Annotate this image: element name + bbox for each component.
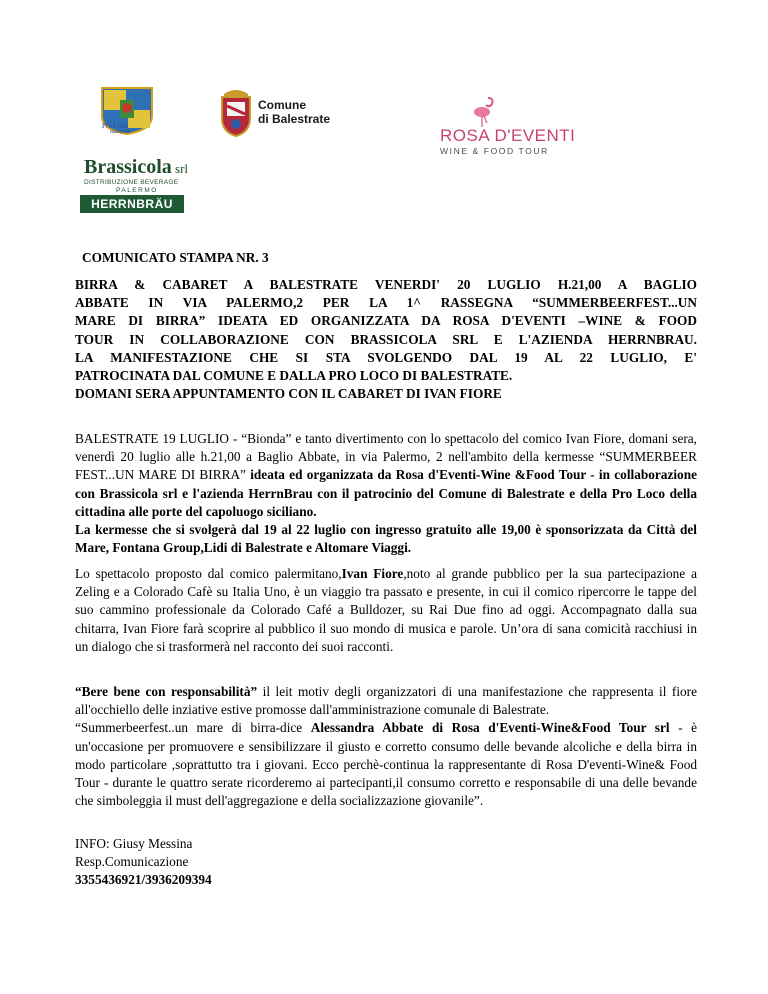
brassicola-logo [80, 152, 192, 214]
comune-logo [218, 86, 348, 138]
comune-line1: Comune [258, 98, 306, 112]
show-text-a: Lo spettacolo proposto dal comico palermitano, [75, 566, 342, 581]
paragraph-show [75, 565, 697, 656]
contact-phone: 3355436921/3936209394 [75, 872, 212, 888]
contact-name: INFO: Giusy Messina [75, 836, 193, 851]
rosa-deventi-logo [430, 96, 610, 156]
brassicola-name [84, 156, 188, 179]
comedian-name: Ivan Fiore [341, 566, 404, 581]
motto-text: il leit motiv degli organizzatori di una manifestazione che rappresenta il fiore all'occhiello delle inziative estive promosse dall'amministrazione comunale di Balestrate. [75, 684, 697, 718]
herrnbrau-logo: HERRNBRÄU [80, 195, 184, 213]
intro-bold-organizers: ideata ed organizzata da Rosa d'Eventi-Wine &Food Tour - in collaborazione con Brassicola srl e l'azienda HerrnBrau con il patrocinio del Comune di Balestrate e della Pro Loco della cittadina alle porte del capoluogo siciliano. [75, 467, 697, 519]
pro-loco-sublabel: Balestrate [110, 130, 130, 135]
comune-line2: di Balestrate [258, 112, 331, 126]
quote-intro: “Summerbeerfest..un mare di birra-dice [75, 720, 311, 736]
rosa-title: ROSA D'EVENTI [440, 126, 576, 145]
show-text-b: ,noto al grande pubblico per la sua partecipazione a Zeling e a Colorado Cafè su Italia Uno, è un viaggio tra passato e presente, in cui il comico ripercorre le tappe del suo cammino professionale da Colorado Café a Bulldozer, su Rai Due fino ad oggi. Accompagnato dalla sua chitarra, Ivan Fiore farà scoprire al pubblico il suo mondo di musica e parole. Un’ora di sana comicità racchiusi in un dialogo che si trasformerà nel racconto dei suoi racconti. [75, 566, 697, 654]
comunicato-title: COMUNICATO STAMPA NR. 3 [82, 250, 269, 265]
brassicola-srl: srl [171, 161, 189, 176]
headline-line: ABBATE IN VIA PALERMO,2 PER LA 1^ RASSEGNA “SUMMERBEERFEST...UN [75, 295, 697, 311]
rosa-subtitle: WINE & FOOD TOUR [440, 146, 549, 156]
headline-line: PATROCINATA DAL COMUNE E DALLA PRO LOCO DI BALESTRATE. [75, 368, 513, 384]
headline [75, 276, 697, 403]
headline-line: DOMANI SERA APPUNTAMENTO CON IL CABARET DI IVAN FIORE [75, 386, 502, 402]
brassicola-city: PALERMO [116, 187, 158, 194]
motto: “Bere bene con responsabilità” [75, 684, 258, 699]
contact-info [75, 835, 212, 890]
paragraph-responsibility [75, 683, 697, 810]
intro-text: BALESTRATE 19 LUGLIO - “Bionda” e tanto divertimento con lo spettacolo del comico Ivan Fiore, domani sera, venerdì 20 luglio alle h.21,00 a Baglio Abbate, in via Palermo, 2 nell'ambito della kermesse “SUMMERBEER FEST...UN MARE DI BIRRA” [75, 431, 697, 483]
pro-loco-label: Pro Loco [102, 122, 128, 130]
flamingo-icon [470, 96, 500, 128]
headline-line: MARE DI BIRRA” IDEATA ED ORGANIZZATA DA ROSA D'EVENTI –WINE & FOOD [75, 313, 697, 329]
brassicola-name-text: Brassicola [84, 156, 172, 178]
headline-line: TOUR IN COLLABORAZIONE CON BRASSICOLA SRL E L'AZIENDA HERRNBRAU. [75, 331, 697, 347]
comune-crest-icon [218, 86, 254, 138]
paragraph-intro [75, 430, 697, 557]
speaker-name: Alessandra Abbate di Rosa d'Eventi-Wine&Food Tour srl [310, 720, 670, 736]
comune-name [258, 98, 330, 126]
headline-line: BIRRA & CABARET A BALESTRATE VENERDI' 20 LUGLIO H.21,00 A BAGLIO [75, 277, 697, 292]
contact-role: Resp.Comunicazione [75, 854, 189, 870]
pro-loco-shield-icon [98, 86, 156, 144]
intro-bold-sponsors: La kermesse che si svolgerà dal 19 al 22 luglio con ingresso gratuito alle 19,00 è sponsorizzata da Città del Mare, Fontana Group,Lidi di Balestrate e Altomare Viaggi. [75, 522, 697, 556]
quote-text: - è un'occasione per promuovere e sensibilizzare il giusto e corretto consumo delle bevande alcoliche e della birra in modo particolare ,soprattutto tra i giovani. Ecco perchè-continua la rappresentante di Rosa D'eventi-Wine& Food Tour - durante le quattro serate ricorderemo ai partecipanti,il consumo corretto e responsabile di una delle bevande che simboleggia il must dell'aggregazione e della socializzazione giovanile”. [75, 720, 698, 809]
brassicola-subtitle: DISTRIBUZIONE BEVERAGE [84, 179, 179, 186]
pro-loco-logo [98, 86, 156, 144]
headline-line: LA MANIFESTAZIONE CHE SI STA SVOLGENDO DAL 19 AL 22 LUGLIO, E' [75, 349, 697, 365]
